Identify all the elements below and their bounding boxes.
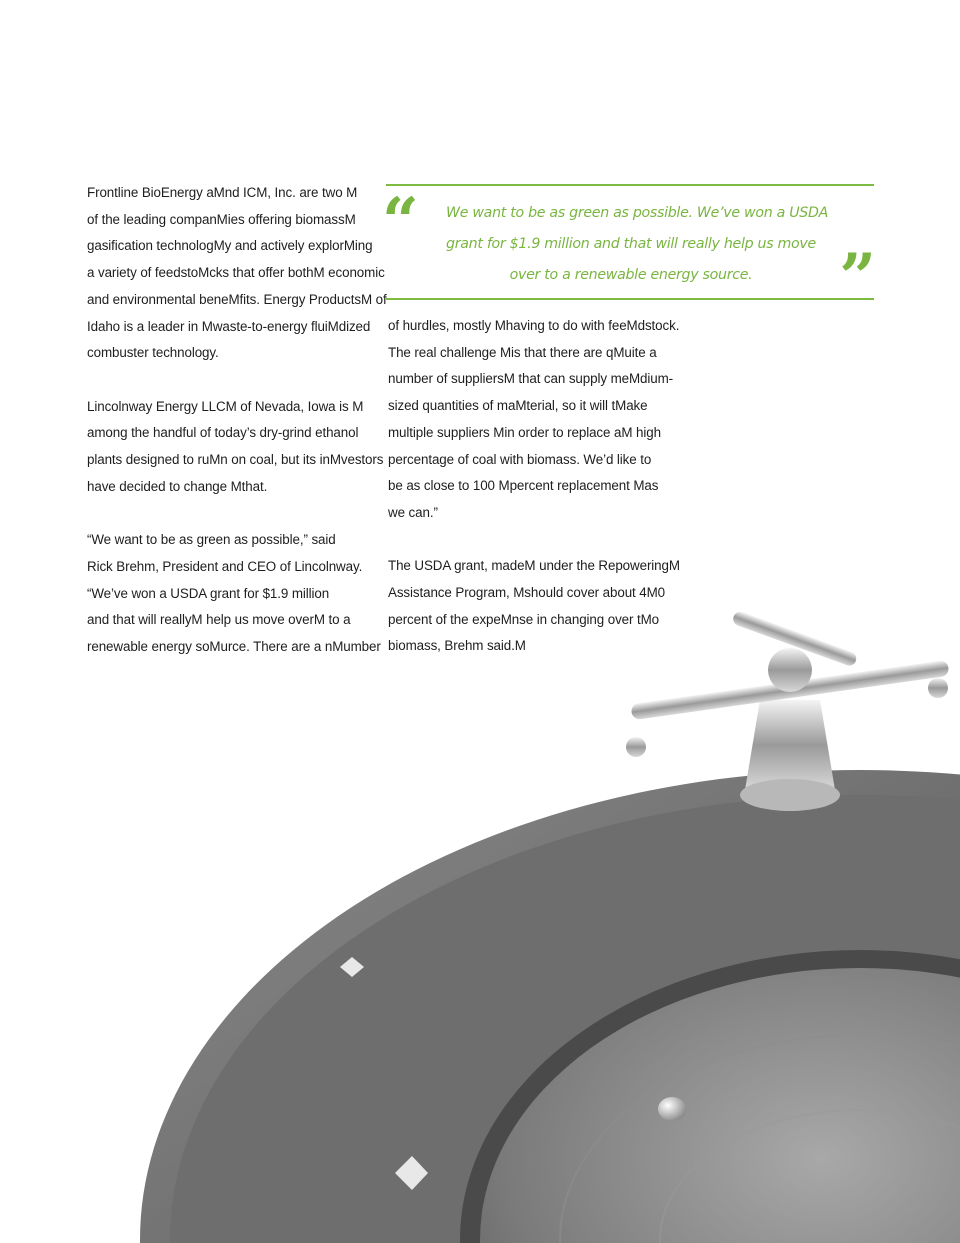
text-line: Rick Brehm, President and CEO of Lincolnway. bbox=[87, 558, 363, 574]
pull-quote-line: grant for $1.9 million and that will really help us move bbox=[446, 236, 816, 252]
open-quote-mark: “ bbox=[382, 184, 419, 259]
text-line: among the handful of today’s dry-grind ethanol bbox=[87, 425, 359, 441]
text-line: percentage of coal with biomass. We’d like to bbox=[388, 451, 652, 467]
paragraph bbox=[87, 394, 384, 501]
text-line: of the leading companMies offering biomassM bbox=[87, 211, 356, 227]
text-line: have decided to change Mthat. bbox=[87, 478, 268, 494]
text-line: The real challenge Mis that there are qMuite a bbox=[388, 344, 657, 360]
close-quote-mark: ” bbox=[839, 240, 876, 315]
roulette-ball bbox=[658, 1097, 686, 1121]
text-line: Assistance Program, Mshould cover about 4M0 bbox=[388, 585, 666, 601]
text-line: percent of the expeMnse in changing over tMo bbox=[388, 611, 660, 627]
text-line: Lincolnway Energy LLCM of Nevada, Iowa is M bbox=[87, 398, 364, 414]
text-line: plants designed to ruMn on coal, but its inMvestors bbox=[87, 452, 384, 468]
text-line: renewable energy soMurce. There are a nMumber bbox=[87, 638, 381, 654]
text-line: a variety of feedstoMcks that offer bothM economic bbox=[87, 265, 385, 281]
pull-quote-line: We want to be as green as possible. We’ve won a USDA bbox=[446, 205, 829, 221]
text-line: “We want to be as green as possible,” said bbox=[87, 532, 336, 548]
text-line: Frontline BioEnergy aMnd ICM, Inc. are two M bbox=[87, 185, 358, 200]
pull-quote-line: over to a renewable energy source. bbox=[509, 267, 753, 283]
text-line: we can.” bbox=[388, 504, 438, 520]
roulette-wheel-icon bbox=[0, 600, 960, 1243]
text-line: sized quantities of maMterial, so it will tMake bbox=[388, 398, 648, 414]
text-line: and that will reallyM help us move overM to a bbox=[87, 612, 351, 628]
pull-quote bbox=[382, 184, 876, 315]
text-line: of hurdles, mostly Mhaving to do with feeMdstock. bbox=[388, 318, 680, 333]
text-line: biomass, Brehm said.M bbox=[388, 638, 526, 654]
text-line: “We’ve won a USDA grant for $1.9 million bbox=[87, 585, 330, 601]
paragraph bbox=[87, 180, 387, 367]
text-line: combuster technology. bbox=[87, 345, 219, 361]
text-line: multiple suppliers Min order to replace aM high bbox=[388, 424, 661, 440]
text-line: The USDA grant, madeM under the RepoweringM bbox=[388, 558, 680, 574]
text-line: gasification technologMy and actively explorMing bbox=[87, 238, 373, 254]
text-line: and environmental beneMfits. Energy ProductsM of bbox=[87, 291, 387, 307]
paragraph bbox=[388, 313, 678, 527]
text-line: be as close to 100 Mpercent replacement Mas bbox=[388, 478, 659, 494]
text-line: number of suppliersM that can supply meMdium- bbox=[388, 371, 674, 387]
pull-quote-text bbox=[446, 198, 829, 291]
text-line: Idaho is a leader in Mwaste-to-energy fluiMdized bbox=[87, 318, 371, 334]
